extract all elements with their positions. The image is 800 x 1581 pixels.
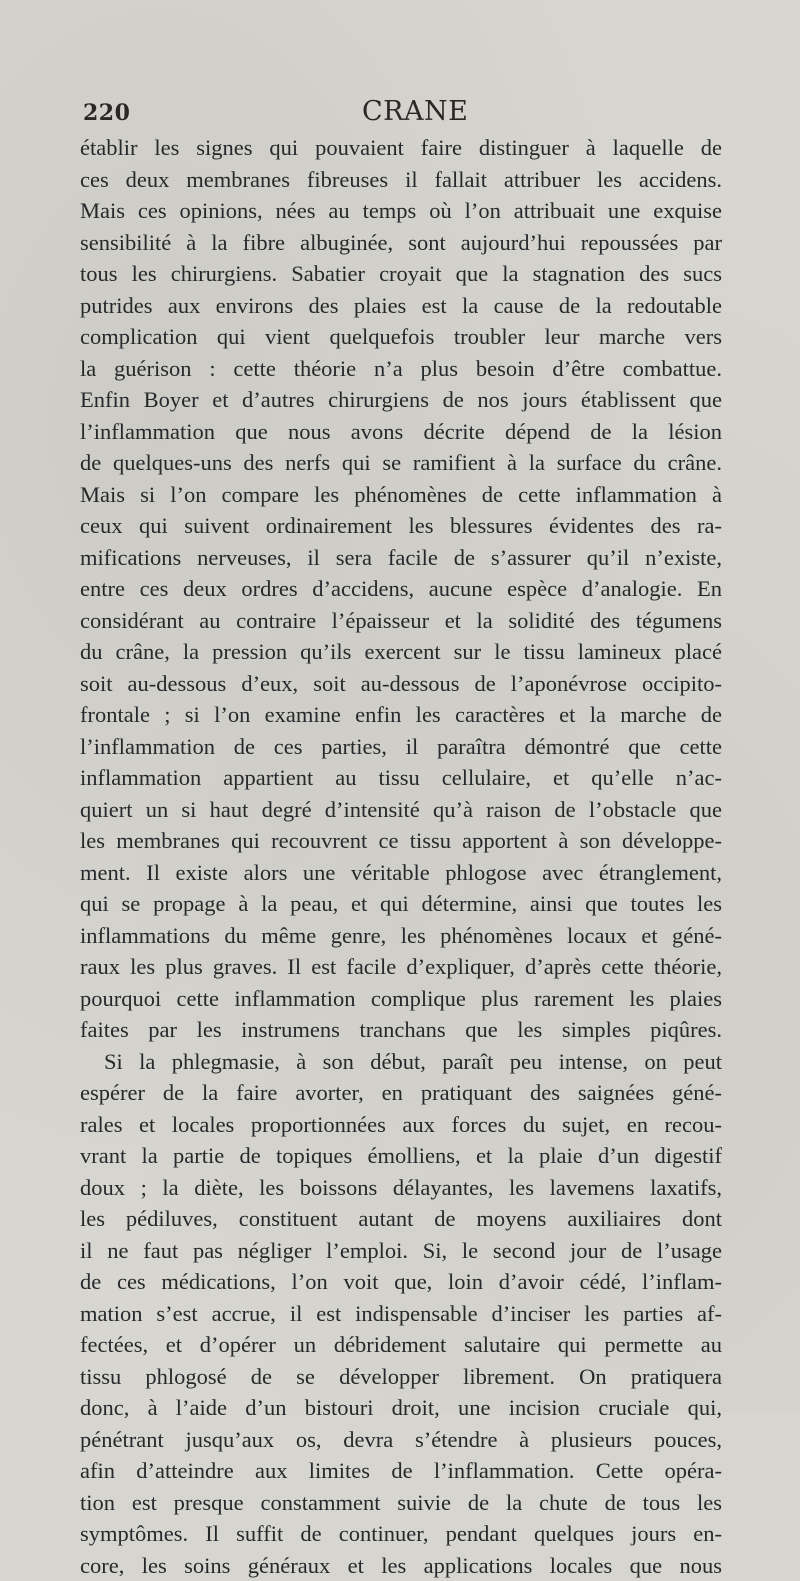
body-text (80, 132, 722, 1581)
text-line: afin d’atteindre aux limites de l’inflammation. Cette opéra- (80, 1455, 722, 1487)
text-line: soit au-dessous d’eux, soit au-dessous de l’aponévrose occipito- (80, 668, 722, 700)
text-line: fectées, et d’opérer un débridement salutaire qui permette au (80, 1329, 722, 1361)
text-line: donc, à l’aide d’un bistouri droit, une incision cruciale qui, (80, 1392, 722, 1424)
page-number: 220 (83, 100, 130, 126)
text-line: de quelques-uns des nerfs qui se ramifient à la surface du crâne. (80, 447, 722, 479)
page-header (80, 96, 720, 132)
text-line: mifications nerveuses, il sera facile de s’assurer qu’il n’existe, (80, 542, 722, 574)
text-line: inflammation appartient au tissu cellulaire, et qu’elle n’ac- (80, 762, 722, 794)
text-line: complication qui vient quelquefois troubler leur marche vers (80, 321, 722, 353)
text-line: considérant au contraire l’épaisseur et la solidité des tégumens (80, 605, 722, 637)
text-line: entre ces deux ordres d’accidens, aucune espèce d’analogie. En (80, 573, 722, 605)
text-line: établir les signes qui pouvaient faire distinguer à laquelle de (80, 132, 722, 164)
text-line: frontale ; si l’on examine enfin les caractères et la marche de (80, 699, 722, 731)
text-line: tion est presque constamment suivie de la chute de tous les (80, 1487, 722, 1519)
text-line: rales et locales proportionnées aux forces du sujet, en recou- (80, 1109, 722, 1141)
text-line: Mais si l’on compare les phénomènes de cette inflammation à (80, 479, 722, 511)
text-line: les membranes qui recouvrent ce tissu apportent à son développe- (80, 825, 722, 857)
text-line: pénétrant jusqu’aux os, devra s’étendre à plusieurs pouces, (80, 1424, 722, 1456)
paragraph-start-line: Si la phlegmasie, à son début, paraît peu intense, on peut (80, 1046, 722, 1078)
text-line: mation s’est accrue, il est indispensable d’inciser les parties af- (80, 1298, 722, 1330)
text-line: les pédiluves, constituent autant de moyens auxiliaires dont (80, 1203, 722, 1235)
text-line: espérer de la faire avorter, en pratiquant des saignées géné- (80, 1077, 722, 1109)
text-line: ment. Il existe alors une véritable phlogose avec étranglement, (80, 857, 722, 889)
running-head: CRANE (362, 96, 468, 127)
text-line: Enfin Boyer et d’autres chirurgiens de nos jours établissent que (80, 384, 722, 416)
text-line: quiert un si haut degré d’intensité qu’à raison de l’obstacle que (80, 794, 722, 826)
text-line: doux ; la diète, les boissons délayantes, les lavemens laxatifs, (80, 1172, 722, 1204)
text-line: tous les chirurgiens. Sabatier croyait que la stagnation des sucs (80, 258, 722, 290)
text-line: ceux qui suivent ordinairement les blessures évidentes des ra- (80, 510, 722, 542)
text-line: Mais ces opinions, nées au temps où l’on attribuait une exquise (80, 195, 722, 227)
text-line: sensibilité à la fibre albuginée, sont aujourd’hui repoussées par (80, 227, 722, 259)
text-line: pourquoi cette inflammation complique plus rarement les plaies (80, 983, 722, 1015)
text-line: qui se propage à la peau, et qui détermine, ainsi que toutes les (80, 888, 722, 920)
text-line: putrides aux environs des plaies est la cause de la redoutable (80, 290, 722, 322)
text-line: l’inflammation de ces parties, il paraîtra démontré que cette (80, 731, 722, 763)
text-line: faites par les instrumens tranchans que les simples piqûres. (80, 1014, 722, 1046)
text-line: l’inflammation que nous avons décrite dépend de la lésion (80, 416, 722, 448)
text-line: vrant la partie de topiques émolliens, et la plaie d’un digestif (80, 1140, 722, 1172)
text-line: inflammations du même genre, les phénomènes locaux et géné- (80, 920, 722, 952)
text-line: il ne faut pas négliger l’emploi. Si, le second jour de l’usage (80, 1235, 722, 1267)
text-line: la guérison : cette théorie n’a plus besoin d’être combattue. (80, 353, 722, 385)
text-line: du crâne, la pression qu’ils exercent sur le tissu lamineux placé (80, 636, 722, 668)
text-line: symptômes. Il suffit de continuer, pendant quelques jours en- (80, 1518, 722, 1550)
text-line: tissu phlogosé de se développer librement. On pratiquera (80, 1361, 722, 1393)
text-line: core, les soins généraux et les applications locales que nous (80, 1550, 722, 1581)
text-line: ces deux membranes fibreuses il fallait attribuer les accidens. (80, 164, 722, 196)
text-line: de ces médications, l’on voit que, loin d’avoir cédé, l’inflam- (80, 1266, 722, 1298)
text-line: raux les plus graves. Il est facile d’expliquer, d’après cette théorie, (80, 951, 722, 983)
